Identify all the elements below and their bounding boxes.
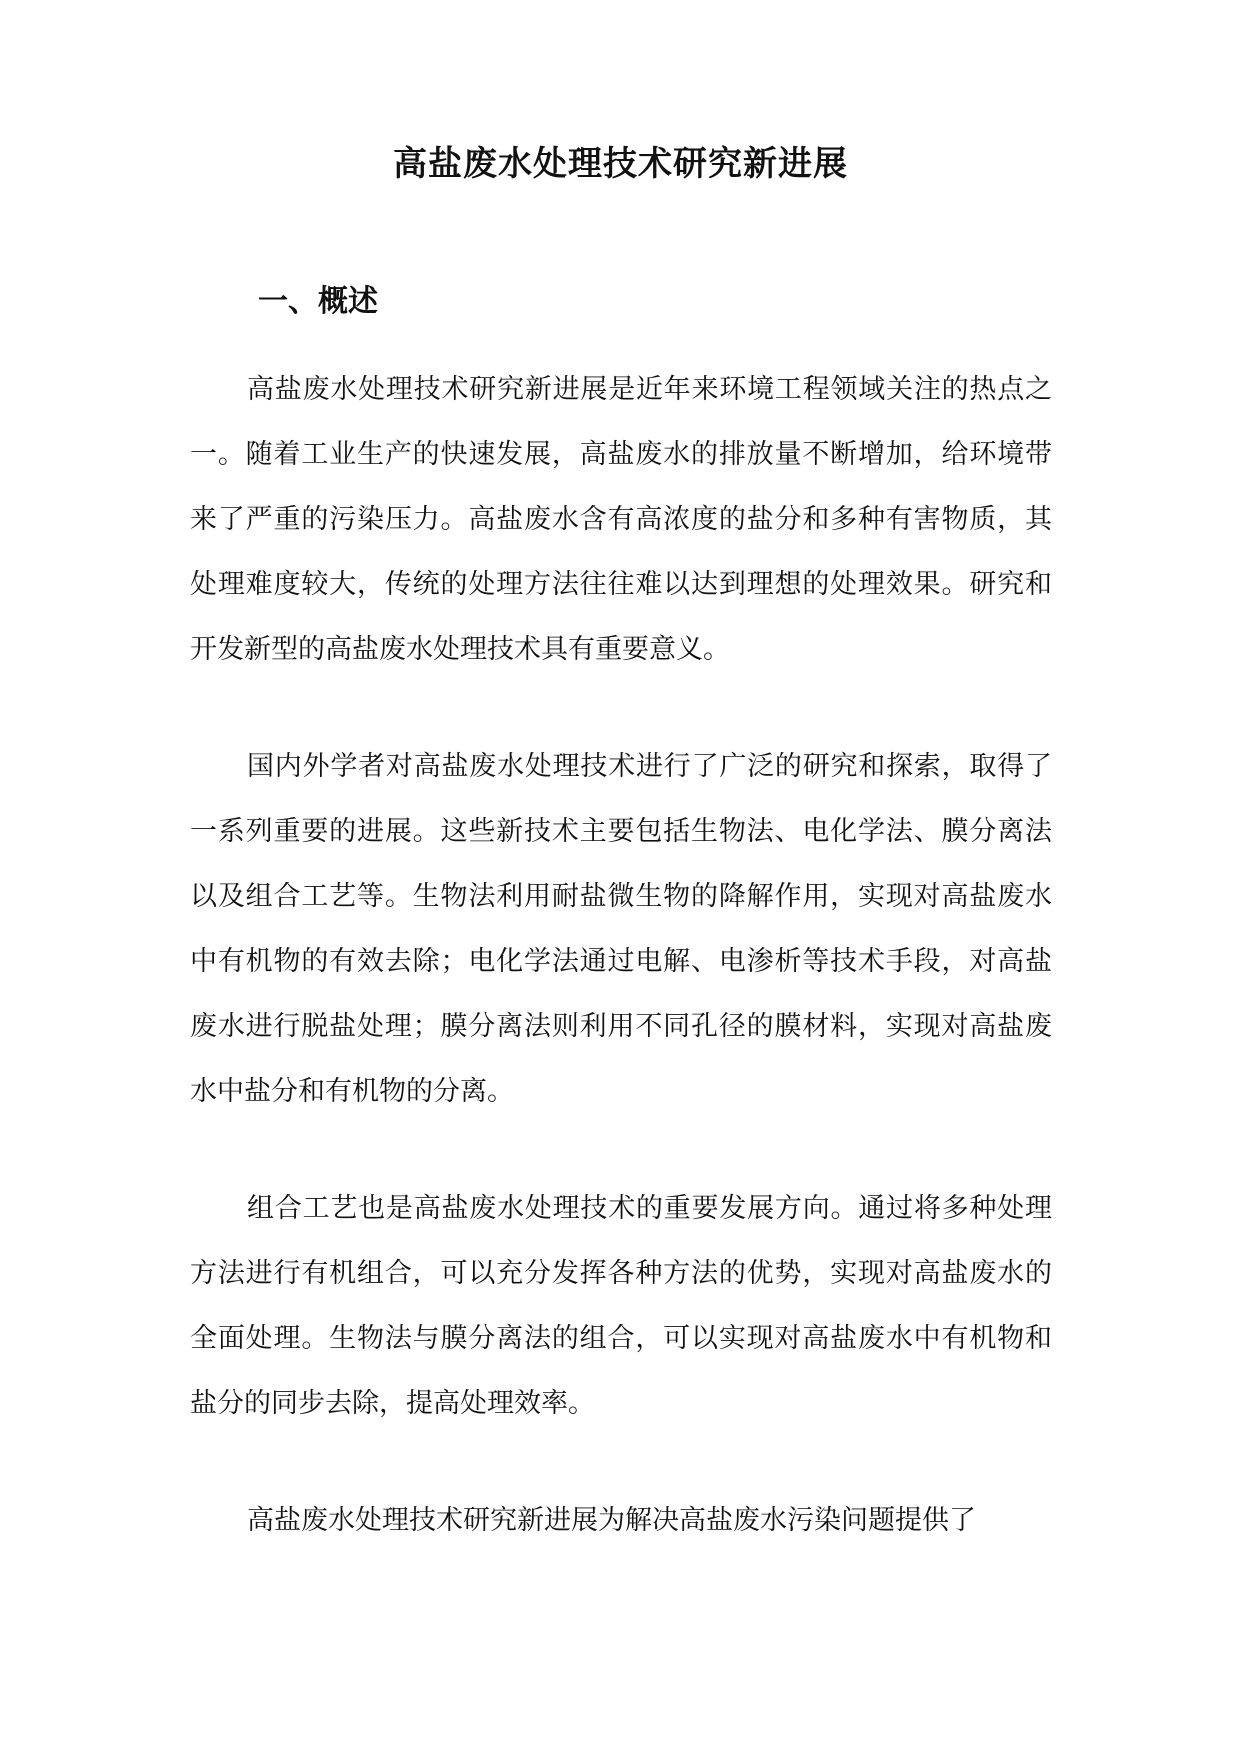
paragraph: 组合工艺也是高盐废水处理技术的重要发展方向。通过将多种处理方法进行有机组合，可以充分发挥各种方法的优势，实现对高盐废水的全面处理。生物法与膜分离法的组合，可以实现对高盐废水中有机物和盐分的同步去除，提高处理效率。 [190, 1193, 1052, 1419]
paragraph: 高盐废水处理技术研究新进展是近年来环境工程领域关注的热点之一。随着工业生产的快速发展，高盐废水的排放量不断增加，给环境带来了严重的污染压力。高盐废水含有高浓度的盐分和多种有害物质，其处理难度较大，传统的处理方法往往难以达到理想的处理效果。研究和开发新型的高盐废水处理技术具有重要意义。 [190, 374, 1052, 665]
section-heading: 一、概述 [258, 284, 378, 319]
document-title: 高盐废水处理技术研究新进展 [393, 144, 848, 184]
paragraph: 高盐废水处理技术研究新进展为解决高盐废水污染问题提供了 [247, 1505, 976, 1536]
paragraph: 国内外学者对高盐废水处理技术进行了广泛的研究和探索，取得了一系列重要的进展。这些新技术主要包括生物法、电化学法、膜分离法以及组合工艺等。生物法利用耐盐微生物的降解作用，实现对高盐废水中有机物的有效去除；电化学法通过电解、电渗析等技术手段，对高盐废水进行脱盐处理；膜分离法则利用不同孔径的膜材料，实现对高盐废水中盐分和有机物的分离。 [190, 751, 1052, 1107]
